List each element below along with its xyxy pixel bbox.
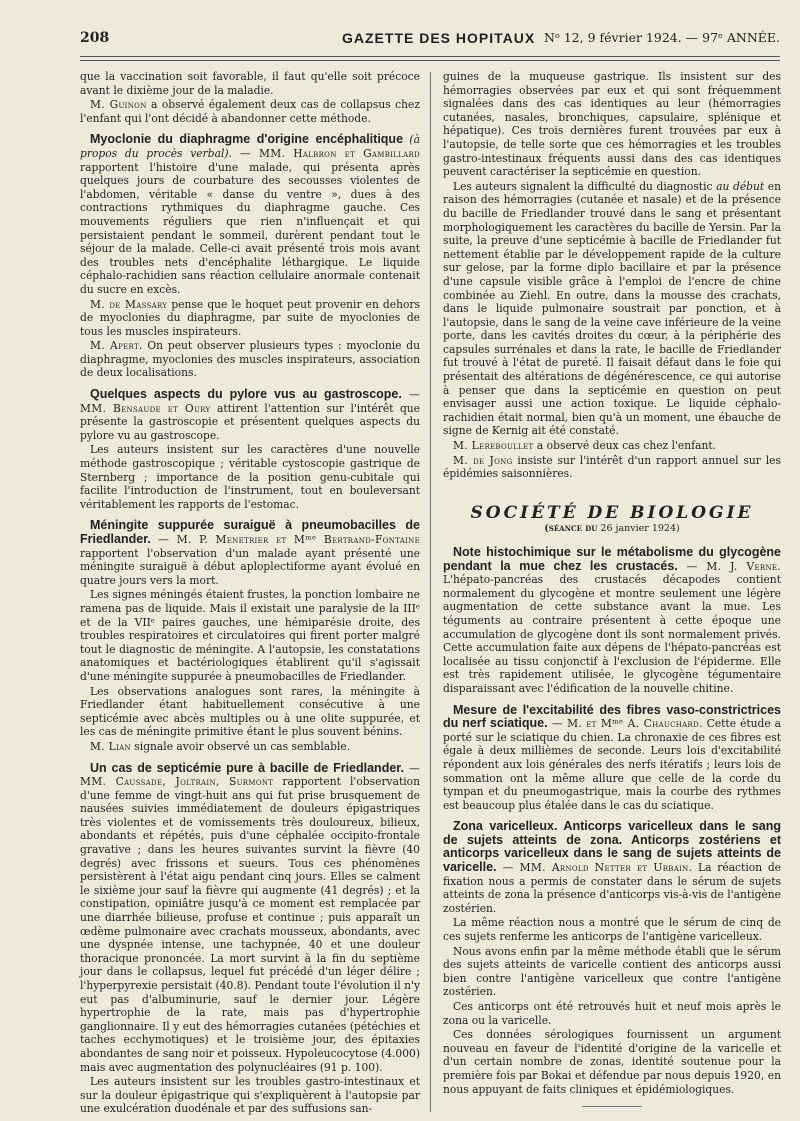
article-sciatique: [443, 704, 781, 813]
paragraph: La même réaction nous a montré que le sérum de cinq de ces sujets renferme les anticorps de l'antigène varicelleux.: [443, 916, 781, 944]
comment-text: signale avoir observé un cas semblable.: [130, 739, 351, 753]
article-authors: — M. J. Verne.: [677, 559, 781, 573]
commenter-name: M. de Massary: [90, 297, 168, 311]
paragraph: [80, 98, 420, 125]
right-column: [443, 70, 781, 1107]
comment: [80, 339, 420, 380]
author-name: M. Guinon: [90, 98, 147, 112]
commenter-name: M. de Jong: [453, 453, 513, 467]
page-header: [80, 30, 780, 52]
paragraph: Les observations analogues sont rares, la méningite à Friedlander étant habituellement consécutive à une septicémie avec abcès multiples ou à une olite suppurée, et les cas de méningite primitive étant le plus souvent bénins.: [80, 684, 420, 739]
article-body: L'hépato-pancréas des crustacés décapodes contient normalement du glycogène et montre seulement une légère augmentation de cette substance avant la mue. Les téguments au contraire présentent à cette époque une accumulation de glycogène dont ils sont normalement privés. Cette accumulation faite aux dépens de l'hépato-pancréas est localisée au tissu conjonctif à l'exclusion de l'épiderme. Elle est très rapidement utilisée, le glycogène tégumentaire disparaissant avec l'édification de la nouvelle chitine.: [443, 573, 781, 695]
article-meningite: [80, 519, 420, 587]
left-column: [80, 70, 420, 1117]
article-pylore: [80, 388, 420, 442]
issue-info: Nᵒ 12, 9 février 1924. — 97ᵉ ANNÉE.: [544, 30, 780, 45]
comment-text: pense que le hoquet peut provenir en dehors de myoclonies du diaphragme, par suite de myoclonies de tous les muscles inspirateurs.: [80, 297, 420, 338]
paragraph: Les signes méningés étaient frustes, la ponction lombaire ne ramena pas de liquide. Mais il existait une paralysie de la IIIᵉ et de la VIIᵉ paires gauches, une hémiparésie droite, des troubles respiratoires et circulatoires qui firent porter malgré tout le diagnostic de méningite. A l'autopsie, les constatations anatomiques et bactériologiques établirent qu'il s'agissait d'une méningite suppurée à pneumobacilles de Friedlander.: [80, 588, 420, 683]
header-rule-2: [80, 60, 780, 61]
paragraph: Ces données sérologiques fournissent un argument nouveau en faveur de l'identité d'origine de la varicelle et d'un certain nombre de zonas, identité soutenue pour la première fois par Bokai et défendue par nous depuis 1920, en nous appuyant de faits cliniques et épidémiologiques.: [443, 1028, 781, 1096]
paragraph: guines de la muqueuse gastrique. Ils insistent sur des hémorragies observées par eux et qui sont fréquemment signalées dans des cas identiques au leur (hémorragies cutanées, nasales, bronchiques, capsulaire, splénique et hépatique). Ces trois dernières furent trouvées par eux à l'autopsie, de telle sorte que ces hémorragies et les troubles gastro-intestinaux fréquents aussi dans des cas identiques peuvent caractériser la septicémie en question.: [443, 70, 781, 179]
paragraph: Les auteurs insistent sur les troubles gastro-intestinaux et sur la douleur épigastrique qui s'expliquèrent à l'autopsie par une exulcération duodénale et par des suffusions san-: [80, 1075, 420, 1116]
article-title: Un cas de septicémie pure à bacille de Friedlander.: [90, 760, 404, 775]
session-date: [443, 522, 781, 536]
end-rule: [582, 1106, 642, 1107]
comment: [80, 298, 420, 339]
paragraph: Les auteurs insistent sur les caractères d'une nouvelle méthode gastroscopique ; véritable cystoscopie gastrique de Sternberg ; importance de la position genu-cubitale qui facilite l'introduction de l'instrument, tout en bouleversant véritablement les rapports de l'estomac.: [80, 443, 420, 511]
comment-text: insiste sur l'intérêt d'un rapport annuel sur les épidémies saisonnières.: [443, 453, 781, 481]
article-title: Quelques aspects du pylore vus au gastroscope.: [90, 387, 402, 402]
session-day: 26 janvier 1924): [597, 523, 680, 535]
session-label: (séance du: [544, 523, 598, 535]
comment: [80, 740, 420, 754]
article-title: Zona varicelleux. Anticorps varicelleux dans le sang de sujets atteints de zona. Anticorps zostériens et anticorps varicelleux dans le sang de sujets atteints de varicelle.: [443, 819, 781, 875]
paragraph: [443, 180, 781, 438]
article-title: Note histochimique sur le métabolisme du glycogène pendant la mue chez les crustacés.: [443, 545, 781, 573]
article-title: Myoclonie du diaphragme d'origine encéphalitique: [90, 132, 404, 147]
article-authors: — MM. Halbron et Gambillard: [231, 146, 420, 160]
header-rule: [80, 56, 780, 57]
article-septicemie: [80, 762, 420, 1075]
column-divider: [430, 72, 431, 1112]
article-authors: — M. P. Menetrier et Mᵐᵉ Bertrand-Fontaine: [150, 533, 420, 546]
article-note: (à propos du procès verbal).: [80, 133, 420, 160]
article-authors: — M. et Mᵐᵉ A. Chauchard.: [547, 717, 703, 731]
article-authors: — MM. Caussade, Joltrain, Surmont: [80, 761, 421, 789]
article-body: Cette étude a porté sur le sciatique du chien. La chronaxie de ces fibres est égale à deux millièmes de seconde. Leurs lois d'excitabilité répondent aux lois générales des nerfs itératifs ; leurs lois de sommation ont la même allure que celle de la corde du tympan et du pneumogastrique, mais la courbe des rythmes est beaucoup plus étalée dans le cas du sciatique.: [443, 717, 781, 812]
paragraph-text: en raison des hémorragies (cutanée et nasale) et de la présence du bacille de Friedlander trouvé dans le sang et présentant morphologiquement les caractères du bacille de Yersin. Par la suite, la preuve d'une septicémie à bacille de Friedlander fut nettement établie par le développement rapide de la culture sur gelose, par la forme diplo bacillaire et par la présence d'une capsule visible grâce à l'emploi de l'encre de chine combinée au Ziehl. En outre, dans la mousse des crachats, dans le liquide pulmonaire soustrait par ponction, et à l'autopsie, dans le sang de la veine cave inférieure de la veine porte, dans les cavités droites du cœur, à la périphérie des capsules surrénales et dans la rate, le bacille de Friedlander fut trouvé à l'état de pureté. Il faisait défaut dans le foie qui présentait des altérations de dégénérescence, ce qui autorise à penser que dans la septicémie en question on peut envisager aussi une action toxique. Le liquide céphalo-rachidien était normal, bien qu'à un moment, une ébauche de signe de Kernig ait été constaté.: [443, 179, 782, 438]
comment-text: a observé deux cas chez l'enfant.: [533, 439, 717, 453]
paragraph: Nous avons enfin par la même méthode établi que le sérum des sujets atteints de varicelle contient des anticorps aussi bien contre l'antigène varicelleux que contre l'antigène zostérien.: [443, 944, 781, 999]
journal-title: GAZETTE DES HOPITAUX: [342, 30, 536, 46]
article-authors: — MM. Bensaude et Oury: [80, 388, 420, 415]
paragraph-text: a observé également deux cas de collapsus chez l'enfant qui l'ont décidé à abandonner cette méthode.: [80, 98, 420, 125]
paragraph: que la vaccination soit favorable, il faut qu'elle soit précoce avant le dixième jour de la maladie.: [80, 70, 420, 97]
article-title: Méningite suppurée suraiguë à pneumobacilles de Friedlander.: [80, 518, 420, 546]
page-number: 208: [80, 30, 110, 46]
paragraph: Ces anticorps ont été retrouvés huit et neuf mois après le zona ou la varicelle.: [443, 1000, 781, 1027]
article-body: rapportent l'observation d'un malade ayant présenté une méningite suraiguë à début aploplectiforme ayant évolué en quatre jours vers la mort.: [80, 546, 420, 587]
article-zona: [443, 820, 781, 915]
article-myoclonie: [80, 133, 420, 296]
emphasis: au début: [716, 179, 765, 193]
article-body: rapportent l'histoire d'une malade, qui présenta après quelques jours de courbature des secousses violentes de l'abdomen, véritable « danse du ventre », dues à des contractions rythmiques du diaphragme gauche. Ces mouvements réguliers que rien n'influençait et qui persistaient pendant le sommeil, durèrent pendant tout le séjour de la malade. Celle-ci avait présenté trois mois avant des troubles nets d'encéphalite léthargique. Le liquide céphalo-rachidien sans réaction cellulaire anormale contenait du sucre en excès.: [80, 160, 420, 296]
article-body: La réaction de fixation nous a permis de constater dans le sérum de sujets atteints de zona la présence d'anticorps vis-à-vis de l'antigène zostérien.: [443, 861, 781, 915]
article-body: rapportent l'observation d'une femme de vingt-huit ans qui fut prise brusquement de nausées suivies immédiatement de douleurs épigastriques très violentes et de vomissements très douloureux, bilieux, abondants et répétés, puis d'une céphalée occipito-frontale gravative ; dans les heures suivantes survint la fièvre (40 degrés) avec frissons et sueurs. Tous ces phénomènes persistèrent à l'état aigu pendant cinq jours. Elles se calment le sixième jour sauf la fièvre qui augmente (41 degrés) ; et la constipation, opiniâtre jusqu'à ce moment est remplacée par une diarrhée bilieuse, profuse et continue ; puis apparaît un œdème pulmonaire avec crachats mousseux, abondants, avec une dyspnée intense, une tachypnée, 40 et une douleur thoracique prononcée. La mort survint à la fin du septième jour dans le collapsus, lequel fut précédé d'un léger délire ; l'hyperpyrexie persistait (40.8). Pendant toute l'évolution il n'y eut pas d'albuminurie, sauf le dernier jour. Légère hypertrophie de la rate, mais pas d'hypertrophie ganglionnaire. Il y eut des hémorragies cutanées (pétéchies et taches ecchymotiques) et le troisième jour, des épitaxies abondantes de sang noir et poisseux. Hypoleucocytose (4.000) mais avec augmentation des polynucléaires (91 p. 100).: [80, 775, 421, 1074]
section-heading: SOCIÉTÉ DE BIOLOGIE: [470, 502, 754, 523]
article-body: attirent l'attention sur l'intérêt que présente la gastroscopie et présentent quelques aspects du pylore vu au gastroscope.: [80, 401, 420, 442]
comment: [443, 454, 781, 481]
comment: [443, 439, 781, 453]
comment-text: On peut observer plusieurs types : myoclonie du diaphragme, myoclonies des muscles inspirateurs, association de deux localisations.: [80, 339, 420, 380]
commenter-name: M. Lereboullet: [453, 439, 534, 453]
article-authors: — MM. Arnold Netter et Urbain.: [496, 861, 693, 875]
article-title: Mesure de l'excitabilité des fibres vaso-constrictrices du nerf sciatique.: [443, 702, 781, 731]
commenter-name: M. Lian: [90, 739, 131, 753]
article-glycogene: [443, 546, 781, 696]
paragraph-text: Les auteurs signalent la difficulté du diagnostic: [453, 179, 717, 193]
commenter-name: M. Apert.: [90, 339, 143, 353]
